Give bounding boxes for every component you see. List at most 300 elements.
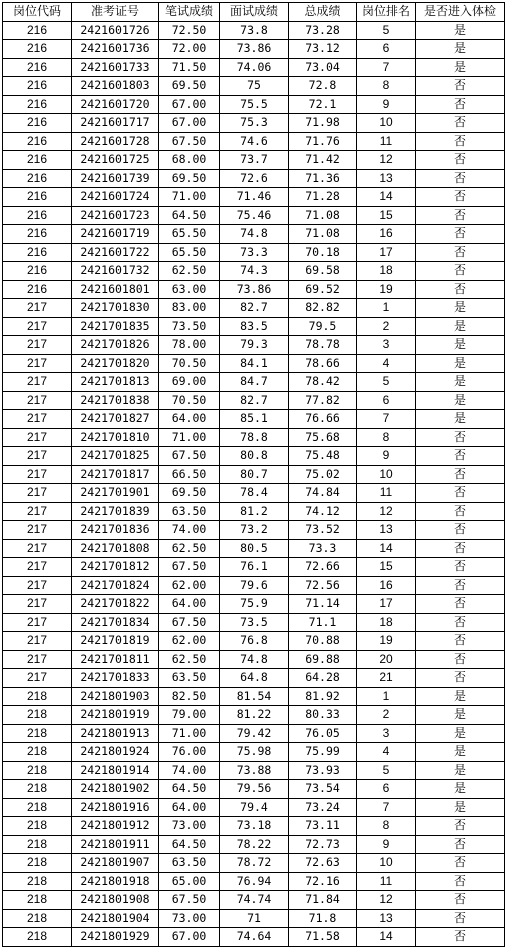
ticket-number-cell: 2421801907 [72, 854, 159, 873]
post-code-cell: 218 [3, 780, 72, 799]
post-code-cell: 216 [3, 151, 72, 170]
interview-score-cell: 73.18 [220, 817, 289, 836]
post-code-cell: 217 [3, 576, 72, 595]
ticket-number-cell: 2421701825 [72, 447, 159, 466]
written-score-cell: 72.50 [159, 21, 220, 40]
ticket-number-cell: 2421701834 [72, 613, 159, 632]
post-rank-cell: 3 [357, 336, 416, 355]
physical-exam-cell: 否 [416, 558, 505, 577]
header-ticket-number: 准考证号 [72, 3, 159, 22]
ticket-number-cell: 2421801912 [72, 817, 159, 836]
post-rank-cell: 11 [357, 484, 416, 503]
written-score-cell: 71.00 [159, 724, 220, 743]
written-score-cell: 63.50 [159, 502, 220, 521]
table-row [3, 465, 505, 484]
interview-score-cell: 74.8 [220, 225, 289, 244]
table-row [3, 373, 505, 392]
table-row [3, 835, 505, 854]
interview-score-cell: 64.8 [220, 669, 289, 688]
written-score-cell: 64.00 [159, 595, 220, 614]
interview-score-cell: 71 [220, 909, 289, 928]
ticket-number-cell: 2421801913 [72, 724, 159, 743]
post-rank-cell: 7 [357, 58, 416, 77]
table-row [3, 854, 505, 873]
post-rank-cell: 5 [357, 373, 416, 392]
interview-score-cell: 74.06 [220, 58, 289, 77]
table-row [3, 613, 505, 632]
post-code-cell: 217 [3, 428, 72, 447]
post-rank-cell: 5 [357, 21, 416, 40]
physical-exam-cell: 否 [416, 262, 505, 281]
physical-exam-cell: 否 [416, 114, 505, 133]
written-score-cell: 82.50 [159, 687, 220, 706]
table-row [3, 206, 505, 225]
post-rank-cell: 18 [357, 613, 416, 632]
table-row [3, 872, 505, 891]
post-code-cell: 216 [3, 21, 72, 40]
post-rank-cell: 11 [357, 132, 416, 151]
table-row [3, 650, 505, 669]
ticket-number-cell: 2421701830 [72, 299, 159, 318]
table-row [3, 428, 505, 447]
written-score-cell: 74.00 [159, 761, 220, 780]
post-rank-cell: 7 [357, 798, 416, 817]
post-rank-cell: 10 [357, 114, 416, 133]
post-code-cell: 217 [3, 539, 72, 558]
post-rank-cell: 21 [357, 669, 416, 688]
interview-score-cell: 78.8 [220, 428, 289, 447]
written-score-cell: 83.00 [159, 299, 220, 318]
table-row [3, 132, 505, 151]
physical-exam-cell: 是 [416, 780, 505, 799]
physical-exam-cell: 否 [416, 650, 505, 669]
table-row [3, 243, 505, 262]
interview-score-cell: 82.7 [220, 391, 289, 410]
physical-exam-cell: 是 [416, 798, 505, 817]
interview-score-cell: 73.88 [220, 761, 289, 780]
written-score-cell: 67.50 [159, 132, 220, 151]
post-code-cell: 216 [3, 114, 72, 133]
post-rank-cell: 17 [357, 595, 416, 614]
total-score-cell: 72.16 [289, 872, 357, 891]
post-rank-cell: 16 [357, 225, 416, 244]
total-score-cell: 81.92 [289, 687, 357, 706]
total-score-cell: 73.28 [289, 21, 357, 40]
total-score-cell: 71.42 [289, 151, 357, 170]
ticket-number-cell: 2421601803 [72, 77, 159, 96]
ticket-number-cell: 2421701808 [72, 539, 159, 558]
table-row [3, 95, 505, 114]
post-code-cell: 216 [3, 262, 72, 281]
post-rank-cell: 19 [357, 632, 416, 651]
written-score-cell: 64.50 [159, 206, 220, 225]
written-score-cell: 73.00 [159, 909, 220, 928]
ticket-number-cell: 2421801914 [72, 761, 159, 780]
physical-exam-cell: 否 [416, 151, 505, 170]
post-rank-cell: 14 [357, 928, 416, 947]
physical-exam-cell: 是 [416, 724, 505, 743]
interview-score-cell: 73.86 [220, 280, 289, 299]
post-code-cell: 217 [3, 613, 72, 632]
ticket-number-cell: 2421601723 [72, 206, 159, 225]
written-score-cell: 62.00 [159, 576, 220, 595]
table-row [3, 669, 505, 688]
table-row [3, 891, 505, 910]
post-code-cell: 217 [3, 502, 72, 521]
total-score-cell: 73.93 [289, 761, 357, 780]
post-code-cell: 217 [3, 465, 72, 484]
physical-exam-cell: 否 [416, 95, 505, 114]
interview-score-cell: 74.64 [220, 928, 289, 947]
interview-score-cell: 80.7 [220, 465, 289, 484]
ticket-number-cell: 2421701835 [72, 317, 159, 336]
written-score-cell: 62.50 [159, 262, 220, 281]
table-row [3, 595, 505, 614]
physical-exam-cell: 否 [416, 872, 505, 891]
ticket-number-cell: 2421601717 [72, 114, 159, 133]
ticket-number-cell: 2421601726 [72, 21, 159, 40]
ticket-number-cell: 2421801911 [72, 835, 159, 854]
ticket-number-cell: 2421801918 [72, 872, 159, 891]
written-score-cell: 69.50 [159, 169, 220, 188]
physical-exam-cell: 否 [416, 243, 505, 262]
post-code-cell: 218 [3, 872, 72, 891]
table-row [3, 817, 505, 836]
total-score-cell: 77.82 [289, 391, 357, 410]
total-score-cell: 71.84 [289, 891, 357, 910]
interview-score-cell: 73.3 [220, 243, 289, 262]
physical-exam-cell: 否 [416, 613, 505, 632]
post-code-cell: 218 [3, 909, 72, 928]
post-code-cell: 218 [3, 891, 72, 910]
post-code-cell: 216 [3, 280, 72, 299]
total-score-cell: 76.05 [289, 724, 357, 743]
physical-exam-cell: 是 [416, 354, 505, 373]
written-score-cell: 67.50 [159, 613, 220, 632]
post-code-cell: 217 [3, 373, 72, 392]
table-row [3, 484, 505, 503]
post-rank-cell: 2 [357, 317, 416, 336]
written-score-cell: 76.00 [159, 743, 220, 762]
post-code-cell: 216 [3, 243, 72, 262]
interview-score-cell: 75.3 [220, 114, 289, 133]
ticket-number-cell: 2421601739 [72, 169, 159, 188]
interview-score-cell: 75.98 [220, 743, 289, 762]
physical-exam-cell: 是 [416, 706, 505, 725]
total-score-cell: 71.08 [289, 206, 357, 225]
post-rank-cell: 5 [357, 761, 416, 780]
physical-exam-cell: 是 [416, 761, 505, 780]
table-row [3, 58, 505, 77]
total-score-cell: 64.28 [289, 669, 357, 688]
total-score-cell: 75.68 [289, 428, 357, 447]
interview-score-cell: 84.1 [220, 354, 289, 373]
ticket-number-cell: 2421701839 [72, 502, 159, 521]
ticket-number-cell: 2421601733 [72, 58, 159, 77]
physical-exam-cell: 否 [416, 484, 505, 503]
physical-exam-cell: 是 [416, 391, 505, 410]
physical-exam-cell: 是 [416, 317, 505, 336]
post-rank-cell: 1 [357, 687, 416, 706]
table-row [3, 188, 505, 207]
interview-score-cell: 73.5 [220, 613, 289, 632]
ticket-number-cell: 2421601736 [72, 40, 159, 59]
interview-score-cell: 74.6 [220, 132, 289, 151]
header-post-rank: 岗位排名 [357, 3, 416, 22]
interview-score-cell: 75 [220, 77, 289, 96]
ticket-number-cell: 2421801902 [72, 780, 159, 799]
written-score-cell: 67.50 [159, 891, 220, 910]
interview-score-cell: 74.8 [220, 650, 289, 669]
ticket-number-cell: 2421701812 [72, 558, 159, 577]
physical-exam-cell: 是 [416, 336, 505, 355]
interview-score-cell: 81.54 [220, 687, 289, 706]
total-score-cell: 76.66 [289, 410, 357, 429]
ticket-number-cell: 2421801904 [72, 909, 159, 928]
post-code-cell: 217 [3, 632, 72, 651]
physical-exam-cell: 否 [416, 854, 505, 873]
physical-exam-cell: 否 [416, 817, 505, 836]
ticket-number-cell: 2421701824 [72, 576, 159, 595]
table-row [3, 724, 505, 743]
total-score-cell: 72.1 [289, 95, 357, 114]
interview-score-cell: 73.2 [220, 521, 289, 540]
table-row [3, 539, 505, 558]
written-score-cell: 69.00 [159, 373, 220, 392]
written-score-cell: 63.50 [159, 854, 220, 873]
ticket-number-cell: 2421701826 [72, 336, 159, 355]
total-score-cell: 75.02 [289, 465, 357, 484]
written-score-cell: 64.00 [159, 798, 220, 817]
post-code-cell: 216 [3, 169, 72, 188]
post-rank-cell: 13 [357, 521, 416, 540]
written-score-cell: 69.50 [159, 77, 220, 96]
total-score-cell: 71.1 [289, 613, 357, 632]
physical-exam-cell: 是 [416, 21, 505, 40]
physical-exam-cell: 否 [416, 835, 505, 854]
post-rank-cell: 9 [357, 447, 416, 466]
post-code-cell: 217 [3, 521, 72, 540]
table-row [3, 151, 505, 170]
written-score-cell: 67.00 [159, 114, 220, 133]
post-rank-cell: 6 [357, 391, 416, 410]
total-score-cell: 74.84 [289, 484, 357, 503]
post-code-cell: 217 [3, 299, 72, 318]
post-code-cell: 217 [3, 595, 72, 614]
interview-score-cell: 80.5 [220, 539, 289, 558]
physical-exam-cell: 是 [416, 373, 505, 392]
interview-score-cell: 78.72 [220, 854, 289, 873]
table-row [3, 299, 505, 318]
total-score-cell: 73.3 [289, 539, 357, 558]
total-score-cell: 80.33 [289, 706, 357, 725]
total-score-cell: 71.14 [289, 595, 357, 614]
table-row [3, 21, 505, 40]
header-written-score: 笔试成绩 [159, 3, 220, 22]
total-score-cell: 75.99 [289, 743, 357, 762]
ticket-number-cell: 2421801924 [72, 743, 159, 762]
total-score-cell: 73.54 [289, 780, 357, 799]
ticket-number-cell: 2421701819 [72, 632, 159, 651]
ticket-number-cell: 2421701827 [72, 410, 159, 429]
interview-score-cell: 78.22 [220, 835, 289, 854]
written-score-cell: 73.50 [159, 317, 220, 336]
written-score-cell: 78.00 [159, 336, 220, 355]
physical-exam-cell: 否 [416, 465, 505, 484]
post-rank-cell: 20 [357, 650, 416, 669]
post-rank-cell: 9 [357, 95, 416, 114]
ticket-number-cell: 2421601801 [72, 280, 159, 299]
post-rank-cell: 7 [357, 410, 416, 429]
post-code-cell: 216 [3, 225, 72, 244]
table-row [3, 780, 505, 799]
written-score-cell: 70.50 [159, 391, 220, 410]
interview-score-cell: 71.46 [220, 188, 289, 207]
post-rank-cell: 9 [357, 835, 416, 854]
header-total-score: 总成绩 [289, 3, 357, 22]
table-row [3, 410, 505, 429]
physical-exam-cell: 否 [416, 225, 505, 244]
total-score-cell: 71.08 [289, 225, 357, 244]
post-rank-cell: 18 [357, 262, 416, 281]
post-rank-cell: 10 [357, 465, 416, 484]
written-score-cell: 65.00 [159, 872, 220, 891]
written-score-cell: 69.50 [159, 484, 220, 503]
post-rank-cell: 13 [357, 909, 416, 928]
total-score-cell: 72.66 [289, 558, 357, 577]
physical-exam-cell: 否 [416, 669, 505, 688]
post-rank-cell: 19 [357, 280, 416, 299]
written-score-cell: 67.00 [159, 95, 220, 114]
post-code-cell: 217 [3, 650, 72, 669]
interview-score-cell: 83.5 [220, 317, 289, 336]
interview-score-cell: 76.8 [220, 632, 289, 651]
interview-score-cell: 75.5 [220, 95, 289, 114]
table-row [3, 114, 505, 133]
physical-exam-cell: 否 [416, 909, 505, 928]
post-rank-cell: 13 [357, 169, 416, 188]
total-score-cell: 71.8 [289, 909, 357, 928]
written-score-cell: 74.00 [159, 521, 220, 540]
table-row [3, 280, 505, 299]
interview-score-cell: 73.86 [220, 40, 289, 59]
total-score-cell: 72.56 [289, 576, 357, 595]
header-interview-score: 面试成绩 [220, 3, 289, 22]
post-rank-cell: 12 [357, 502, 416, 521]
post-rank-cell: 10 [357, 854, 416, 873]
total-score-cell: 69.58 [289, 262, 357, 281]
ticket-number-cell: 2421601720 [72, 95, 159, 114]
written-score-cell: 63.00 [159, 280, 220, 299]
post-code-cell: 218 [3, 928, 72, 947]
written-score-cell: 67.50 [159, 447, 220, 466]
total-score-cell: 70.88 [289, 632, 357, 651]
written-score-cell: 63.50 [159, 669, 220, 688]
post-rank-cell: 15 [357, 206, 416, 225]
post-code-cell: 218 [3, 706, 72, 725]
post-code-cell: 216 [3, 206, 72, 225]
table-row [3, 225, 505, 244]
total-score-cell: 78.78 [289, 336, 357, 355]
table-row [3, 743, 505, 762]
post-rank-cell: 15 [357, 558, 416, 577]
post-rank-cell: 11 [357, 872, 416, 891]
post-rank-cell: 12 [357, 151, 416, 170]
ticket-number-cell: 2421701820 [72, 354, 159, 373]
ticket-number-cell: 2421601719 [72, 225, 159, 244]
interview-score-cell: 72.6 [220, 169, 289, 188]
table-row [3, 909, 505, 928]
post-code-cell: 216 [3, 95, 72, 114]
table-row [3, 576, 505, 595]
interview-score-cell: 78.4 [220, 484, 289, 503]
physical-exam-cell: 否 [416, 77, 505, 96]
post-rank-cell: 17 [357, 243, 416, 262]
ticket-number-cell: 2421701822 [72, 595, 159, 614]
written-score-cell: 71.00 [159, 188, 220, 207]
table-row [3, 391, 505, 410]
post-code-cell: 218 [3, 743, 72, 762]
written-score-cell: 79.00 [159, 706, 220, 725]
physical-exam-cell: 否 [416, 447, 505, 466]
physical-exam-cell: 否 [416, 188, 505, 207]
header-row [3, 3, 505, 22]
table-row [3, 761, 505, 780]
total-score-cell: 73.24 [289, 798, 357, 817]
post-code-cell: 216 [3, 188, 72, 207]
table-row [3, 262, 505, 281]
post-code-cell: 217 [3, 669, 72, 688]
total-score-cell: 73.52 [289, 521, 357, 540]
written-score-cell: 71.50 [159, 58, 220, 77]
table-row [3, 558, 505, 577]
post-code-cell: 217 [3, 317, 72, 336]
interview-score-cell: 74.74 [220, 891, 289, 910]
total-score-cell: 71.36 [289, 169, 357, 188]
written-score-cell: 64.50 [159, 780, 220, 799]
ticket-number-cell: 2421701811 [72, 650, 159, 669]
interview-score-cell: 80.8 [220, 447, 289, 466]
table-row [3, 798, 505, 817]
interview-score-cell: 81.22 [220, 706, 289, 725]
table-row [3, 632, 505, 651]
physical-exam-cell: 否 [416, 576, 505, 595]
post-rank-cell: 8 [357, 817, 416, 836]
interview-score-cell: 73.8 [220, 21, 289, 40]
interview-score-cell: 73.7 [220, 151, 289, 170]
post-rank-cell: 8 [357, 428, 416, 447]
written-score-cell: 67.00 [159, 928, 220, 947]
total-score-cell: 75.48 [289, 447, 357, 466]
written-score-cell: 67.50 [159, 558, 220, 577]
interview-score-cell: 79.56 [220, 780, 289, 799]
post-rank-cell: 8 [357, 77, 416, 96]
total-score-cell: 71.76 [289, 132, 357, 151]
total-score-cell: 78.42 [289, 373, 357, 392]
written-score-cell: 66.50 [159, 465, 220, 484]
ticket-number-cell: 2421801903 [72, 687, 159, 706]
interview-score-cell: 75.46 [220, 206, 289, 225]
table-row [3, 317, 505, 336]
post-code-cell: 216 [3, 77, 72, 96]
ticket-number-cell: 2421801908 [72, 891, 159, 910]
interview-score-cell: 81.2 [220, 502, 289, 521]
table-row [3, 40, 505, 59]
post-code-cell: 218 [3, 817, 72, 836]
interview-score-cell: 85.1 [220, 410, 289, 429]
post-code-cell: 216 [3, 58, 72, 77]
physical-exam-cell: 否 [416, 428, 505, 447]
